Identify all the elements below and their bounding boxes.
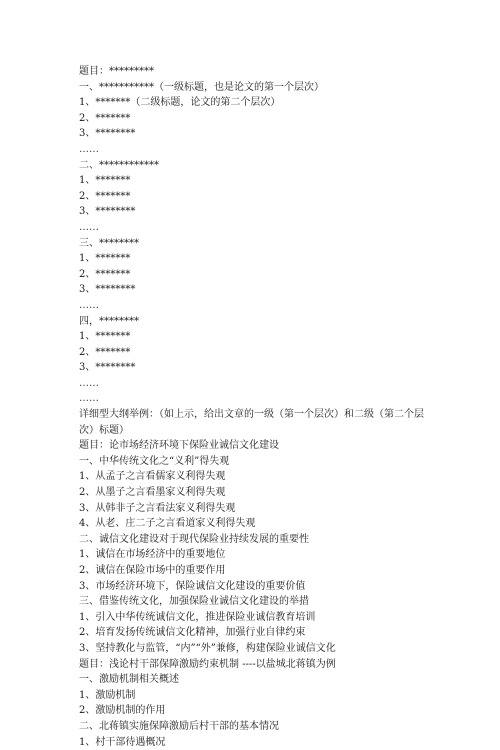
section-4-item: 3、********: [79, 362, 136, 374]
example-1-line: 2、从墨子之言看墨家义利得失观: [79, 487, 226, 499]
example-1-line: 一、中华传统文化之“义利”得失观: [79, 455, 230, 467]
example-2-title: 题目：浅论村干部保障激励约束机制 ----以盐城北蒋镇为例: [79, 658, 336, 670]
ellipsis: ……: [79, 143, 99, 155]
section-1-item: 3、********: [79, 128, 136, 140]
section-2-item: 2、*******: [79, 190, 131, 202]
example-2-line: 二、北蒋镇实施保障激励后村干部的基本情况: [79, 720, 279, 732]
example-2-line: 2、激励机制的作用: [79, 705, 166, 717]
template-title: 题目：*********: [79, 66, 154, 77]
section-2-item: 3、********: [79, 206, 136, 218]
document-page: [79, 64, 439, 750]
ellipsis: ……: [79, 299, 99, 311]
section-3-item: 3、********: [79, 284, 136, 296]
example-1-line: 2、培育发扬传统诚信文化精神，加强行业自律约束: [79, 627, 306, 639]
ellipsis: ……: [79, 221, 99, 233]
section-3-item: 1、*******: [79, 253, 131, 265]
example-1-line: 3、坚持教化与监管，“内”“外”兼修，构建保险业诚信文化: [79, 642, 336, 654]
section-3-item: 2、*******: [79, 268, 131, 280]
section-4-item: 1、*******: [79, 331, 131, 343]
example-1-line: 3、市场经济环境下，保险诚信文化建设的重要价值: [79, 580, 306, 592]
example-2-line: 1、激励机制: [79, 689, 136, 701]
example-1-line: 1、从孟子之言看儒家义利得失观: [79, 471, 226, 483]
section-2-item: 1、*******: [79, 175, 131, 187]
section-4-item: 2、*******: [79, 346, 131, 358]
section-2-heading: 二、************: [79, 159, 159, 171]
example-2-line: 一、激励机制相关概述: [79, 674, 179, 686]
section-3-heading: 三、********: [79, 237, 139, 249]
example-1-line: 二、诚信文化建设对于现代保险业持续发展的重要性: [79, 533, 309, 545]
example-1-line: 三、借鉴传统文化，加强保险业诚信文化建设的举措: [79, 596, 309, 608]
ellipsis: ……: [79, 393, 99, 405]
example-1-line: 4、从老、庄二子之言看道家义利得失观: [79, 518, 256, 530]
example-1-line: 1、引入中华传统诚信文化，推进保险业诚信教育培训: [79, 611, 316, 623]
example-2-line: 1、村干部待遇概况: [79, 736, 166, 748]
section-4-heading: 四，********: [79, 315, 139, 327]
detailed-example-intro: 详细型大纲举例：（如上示，给出文章的一级（第一个层次）和二级（第二个层次）标题）: [79, 409, 424, 436]
section-1-item: 1、*******（二级标题，论文的第二个层次）: [79, 97, 281, 109]
example-1-line: 2、诚信在保险市场中的重要作用: [79, 565, 226, 576]
example-1-title: 题目：论市场经济环境下保险业诚信文化建设: [79, 440, 279, 452]
section-1-heading: 一、***********（一级标题，也是论文的第一个层次）: [79, 81, 324, 93]
ellipsis: ……: [79, 377, 99, 389]
example-1-line: 3、从韩非子之言看法家义利得失观: [79, 502, 236, 514]
example-1-line: 1、诚信在市场经济中的重要地位: [79, 549, 226, 561]
section-1-item: 2、*******: [79, 112, 131, 124]
